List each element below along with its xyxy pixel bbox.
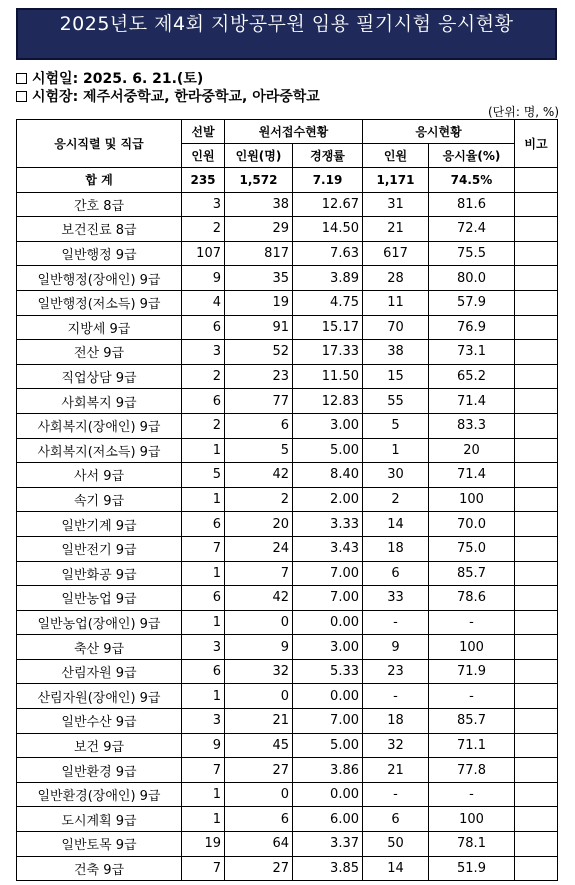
cell-note: [515, 290, 558, 315]
cell-takers: 30: [363, 463, 429, 488]
cell-quota: 1: [182, 438, 225, 463]
cell-job-name: 건축 9급: [17, 856, 182, 881]
cell-job-name: 축산 9급: [17, 635, 182, 660]
cell-job-name: 사회복지(장애인) 9급: [17, 413, 182, 438]
cell-competition: 6.00: [293, 807, 363, 832]
cell-applicants: 0: [225, 782, 293, 807]
cell-competition: 0.00: [293, 610, 363, 635]
cell-takers: 14: [363, 512, 429, 537]
cell-exam-rate: 51.9: [429, 856, 515, 881]
table-row: [17, 733, 558, 758]
cell-applicants: 29: [225, 217, 293, 242]
table-row: [17, 413, 558, 438]
cell-exam-rate: 73.1: [429, 340, 515, 365]
cell-takers: -: [363, 610, 429, 635]
cell-note: [515, 782, 558, 807]
cell-job-name: 사회복지(저소득) 9급: [17, 438, 182, 463]
cell-exam-rate: 71.1: [429, 733, 515, 758]
cell-applicants: 0: [225, 610, 293, 635]
cell-takers: 21: [363, 758, 429, 783]
cell-competition: 3.33: [293, 512, 363, 537]
cell-quota: 6: [182, 315, 225, 340]
cell-note: [515, 266, 558, 291]
table-row: [17, 709, 558, 734]
cell-quota: 5: [182, 463, 225, 488]
cell-applicants: 21: [225, 709, 293, 734]
cell-takers: 21: [363, 217, 429, 242]
cell-job-name: 일반행정 9급: [17, 241, 182, 266]
cell-job-name: 보건 9급: [17, 733, 182, 758]
cell-takers: 33: [363, 586, 429, 611]
table-row: [17, 389, 558, 414]
cell-job-name: 일반환경 9급: [17, 758, 182, 783]
cell-competition: 15.17: [293, 315, 363, 340]
cell-competition: 12.83: [293, 389, 363, 414]
cell-exam-rate: 75.0: [429, 536, 515, 561]
cell-job-name: 사회복지 9급: [17, 389, 182, 414]
cell-quota: 7: [182, 856, 225, 881]
cell-quota: 6: [182, 586, 225, 611]
cell-applicants: 19: [225, 290, 293, 315]
cell-job-name: 일반농업 9급: [17, 586, 182, 611]
cell-exam-rate: 80.0: [429, 266, 515, 291]
cell-takers: -: [363, 782, 429, 807]
cell-exam-rate: 83.3: [429, 413, 515, 438]
cell-quota: 107: [182, 241, 225, 266]
cell-quota: 2: [182, 364, 225, 389]
cell-exam-rate: 78.1: [429, 832, 515, 857]
cell-note: [515, 733, 558, 758]
header-apply-count: 인원(명): [225, 144, 293, 168]
header-competition: 경쟁률: [293, 144, 363, 168]
cell-competition: 8.40: [293, 463, 363, 488]
checkbox-icon: [16, 91, 27, 102]
total-applicants: 1,572: [225, 168, 293, 193]
cell-quota: 3: [182, 340, 225, 365]
cell-exam-rate: 71.4: [429, 389, 515, 414]
cell-takers: 6: [363, 807, 429, 832]
table-row: [17, 561, 558, 586]
table-row: [17, 536, 558, 561]
table-row: [17, 266, 558, 291]
table-row: [17, 364, 558, 389]
cell-exam-rate: 85.7: [429, 561, 515, 586]
cell-exam-rate: 65.2: [429, 364, 515, 389]
cell-exam-rate: 75.5: [429, 241, 515, 266]
cell-takers: 6: [363, 561, 429, 586]
cell-job-name: 속기 9급: [17, 487, 182, 512]
cell-competition: 7.00: [293, 561, 363, 586]
cell-competition: 3.85: [293, 856, 363, 881]
cell-competition: 3.37: [293, 832, 363, 857]
header-quota-bottom: 인원: [182, 144, 225, 168]
cell-applicants: 6: [225, 413, 293, 438]
exam-place: [16, 88, 320, 106]
cell-job-name: 도시계획 9급: [17, 807, 182, 832]
cell-quota: 3: [182, 192, 225, 217]
cell-note: [515, 807, 558, 832]
cell-quota: 1: [182, 807, 225, 832]
cell-exam-rate: 72.4: [429, 217, 515, 242]
header-exam-rate: 응시율(%): [429, 144, 515, 168]
cell-applicants: 9: [225, 635, 293, 660]
cell-competition: 0.00: [293, 782, 363, 807]
total-quota: 235: [182, 168, 225, 193]
cell-note: [515, 684, 558, 709]
cell-competition: 3.43: [293, 536, 363, 561]
cell-applicants: 45: [225, 733, 293, 758]
table-row: [17, 241, 558, 266]
cell-applicants: 2: [225, 487, 293, 512]
cell-competition: 11.50: [293, 364, 363, 389]
cell-job-name: 일반행정(저소득) 9급: [17, 290, 182, 315]
table-row: [17, 463, 558, 488]
cell-quota: 2: [182, 413, 225, 438]
cell-job-name: 일반수산 9급: [17, 709, 182, 734]
cell-takers: 38: [363, 340, 429, 365]
cell-competition: 2.00: [293, 487, 363, 512]
cell-note: [515, 389, 558, 414]
header-apply-group: 원서접수현황: [225, 120, 363, 144]
cell-quota: 19: [182, 832, 225, 857]
cell-takers: 11: [363, 290, 429, 315]
cell-job-name: 일반농업(장애인) 9급: [17, 610, 182, 635]
cell-competition: 4.75: [293, 290, 363, 315]
cell-applicants: 20: [225, 512, 293, 537]
cell-takers: 18: [363, 709, 429, 734]
cell-note: [515, 561, 558, 586]
cell-quota: 9: [182, 266, 225, 291]
cell-exam-rate: 20: [429, 438, 515, 463]
cell-quota: 3: [182, 709, 225, 734]
cell-note: [515, 536, 558, 561]
cell-exam-rate: -: [429, 782, 515, 807]
cell-quota: 2: [182, 217, 225, 242]
table-row: [17, 487, 558, 512]
total-row: [17, 168, 558, 193]
cell-exam-rate: -: [429, 610, 515, 635]
cell-applicants: 817: [225, 241, 293, 266]
cell-exam-rate: 100: [429, 487, 515, 512]
cell-applicants: 35: [225, 266, 293, 291]
cell-exam-rate: 77.8: [429, 758, 515, 783]
cell-applicants: 23: [225, 364, 293, 389]
cell-job-name: 사서 9급: [17, 463, 182, 488]
header-job: 응시직렬 및 직급: [17, 120, 182, 168]
cell-competition: 3.89: [293, 266, 363, 291]
cell-job-name: 보건진료 8급: [17, 217, 182, 242]
table-row: [17, 290, 558, 315]
table-row: [17, 610, 558, 635]
cell-quota: 3: [182, 635, 225, 660]
cell-applicants: 42: [225, 463, 293, 488]
exam-status-table: [16, 119, 558, 881]
header-note: 비고: [515, 120, 558, 168]
table-row: [17, 782, 558, 807]
cell-note: [515, 586, 558, 611]
cell-takers: 14: [363, 856, 429, 881]
cell-job-name: 일반토목 9급: [17, 832, 182, 857]
cell-note: [515, 364, 558, 389]
cell-job-name: 전산 9급: [17, 340, 182, 365]
cell-note: [515, 832, 558, 857]
cell-exam-rate: 81.6: [429, 192, 515, 217]
table-row: [17, 512, 558, 537]
table-row: [17, 438, 558, 463]
total-note: [515, 168, 558, 193]
cell-exam-rate: 57.9: [429, 290, 515, 315]
cell-competition: 12.67: [293, 192, 363, 217]
cell-quota: 4: [182, 290, 225, 315]
cell-note: [515, 315, 558, 340]
cell-job-name: 일반환경(장애인) 9급: [17, 782, 182, 807]
cell-competition: 14.50: [293, 217, 363, 242]
cell-competition: 3.00: [293, 413, 363, 438]
table-row: [17, 758, 558, 783]
cell-competition: 5.33: [293, 659, 363, 684]
table-row: [17, 586, 558, 611]
cell-takers: 9: [363, 635, 429, 660]
header-exam-count: 인원: [363, 144, 429, 168]
cell-exam-rate: 76.9: [429, 315, 515, 340]
cell-job-name: 산림자원(장애인) 9급: [17, 684, 182, 709]
exam-place-label: 시험장: 제주서중학교, 한라중학교, 아라중학교: [32, 89, 320, 105]
cell-competition: 17.33: [293, 340, 363, 365]
table-row: [17, 217, 558, 242]
cell-note: [515, 340, 558, 365]
unit-note: (단위: 명, %): [487, 105, 559, 119]
cell-quota: 1: [182, 684, 225, 709]
cell-takers: 23: [363, 659, 429, 684]
cell-exam-rate: 70.0: [429, 512, 515, 537]
cell-competition: 5.00: [293, 438, 363, 463]
cell-takers: 15: [363, 364, 429, 389]
cell-takers: 50: [363, 832, 429, 857]
cell-note: [515, 856, 558, 881]
cell-note: [515, 709, 558, 734]
cell-exam-rate: 71.9: [429, 659, 515, 684]
cell-quota: 7: [182, 758, 225, 783]
table-row: [17, 635, 558, 660]
header-quota-top: 선발: [182, 120, 225, 144]
cell-takers: -: [363, 684, 429, 709]
cell-exam-rate: 85.7: [429, 709, 515, 734]
cell-applicants: 32: [225, 659, 293, 684]
table-row: [17, 684, 558, 709]
total-name: 합 계: [17, 168, 182, 193]
cell-quota: 1: [182, 561, 225, 586]
cell-job-name: 일반화공 9급: [17, 561, 182, 586]
cell-applicants: 91: [225, 315, 293, 340]
cell-takers: 5: [363, 413, 429, 438]
table-row: [17, 807, 558, 832]
cell-quota: 6: [182, 512, 225, 537]
cell-job-name: 지방세 9급: [17, 315, 182, 340]
cell-takers: 18: [363, 536, 429, 561]
cell-competition: 0.00: [293, 684, 363, 709]
cell-job-name: 일반기계 9급: [17, 512, 182, 537]
cell-note: [515, 512, 558, 537]
cell-competition: 3.86: [293, 758, 363, 783]
cell-applicants: 0: [225, 684, 293, 709]
cell-applicants: 5: [225, 438, 293, 463]
cell-note: [515, 192, 558, 217]
cell-applicants: 42: [225, 586, 293, 611]
cell-takers: 55: [363, 389, 429, 414]
cell-applicants: 7: [225, 561, 293, 586]
cell-applicants: 52: [225, 340, 293, 365]
table-row: [17, 192, 558, 217]
table-row: [17, 315, 558, 340]
cell-applicants: 27: [225, 856, 293, 881]
cell-note: [515, 438, 558, 463]
cell-note: [515, 635, 558, 660]
total-takers: 1,171: [363, 168, 429, 193]
cell-takers: 617: [363, 241, 429, 266]
cell-applicants: 27: [225, 758, 293, 783]
cell-takers: 2: [363, 487, 429, 512]
cell-takers: 28: [363, 266, 429, 291]
cell-exam-rate: 78.6: [429, 586, 515, 611]
cell-note: [515, 241, 558, 266]
cell-exam-rate: 71.4: [429, 463, 515, 488]
table-row: [17, 659, 558, 684]
cell-quota: 9: [182, 733, 225, 758]
cell-job-name: 일반행정(장애인) 9급: [17, 266, 182, 291]
cell-exam-rate: -: [429, 684, 515, 709]
table-row: [17, 832, 558, 857]
header-exam-group: 응시현황: [363, 120, 515, 144]
cell-competition: 3.00: [293, 635, 363, 660]
cell-quota: 6: [182, 659, 225, 684]
table-row: [17, 340, 558, 365]
cell-exam-rate: 100: [429, 635, 515, 660]
cell-note: [515, 413, 558, 438]
cell-note: [515, 610, 558, 635]
cell-job-name: 직업상담 9급: [17, 364, 182, 389]
total-competition: 7.19: [293, 168, 363, 193]
cell-note: [515, 217, 558, 242]
cell-applicants: 24: [225, 536, 293, 561]
total-rate: 74.5%: [429, 168, 515, 193]
cell-takers: 1: [363, 438, 429, 463]
cell-job-name: 일반전기 9급: [17, 536, 182, 561]
cell-applicants: 6: [225, 807, 293, 832]
cell-takers: 70: [363, 315, 429, 340]
cell-note: [515, 463, 558, 488]
cell-applicants: 38: [225, 192, 293, 217]
cell-competition: 5.00: [293, 733, 363, 758]
cell-takers: 32: [363, 733, 429, 758]
cell-note: [515, 487, 558, 512]
cell-quota: 7: [182, 536, 225, 561]
cell-applicants: 64: [225, 832, 293, 857]
cell-quota: 6: [182, 389, 225, 414]
cell-takers: 31: [363, 192, 429, 217]
checkbox-icon: [16, 73, 27, 84]
cell-competition: 7.00: [293, 586, 363, 611]
cell-competition: 7.63: [293, 241, 363, 266]
cell-competition: 7.00: [293, 709, 363, 734]
cell-job-name: 간호 8급: [17, 192, 182, 217]
cell-exam-rate: 100: [429, 807, 515, 832]
page-title: 2025년도 제4회 지방공무원 임용 필기시험 응시현황: [16, 8, 557, 60]
cell-quota: 1: [182, 782, 225, 807]
cell-job-name: 산림자원 9급: [17, 659, 182, 684]
cell-note: [515, 659, 558, 684]
table-row: [17, 856, 558, 881]
exam-date-label: 시험일: 2025. 6. 21.(토): [32, 71, 204, 87]
cell-quota: 1: [182, 610, 225, 635]
cell-applicants: 77: [225, 389, 293, 414]
exam-date: [16, 70, 203, 88]
cell-quota: 1: [182, 487, 225, 512]
cell-note: [515, 758, 558, 783]
